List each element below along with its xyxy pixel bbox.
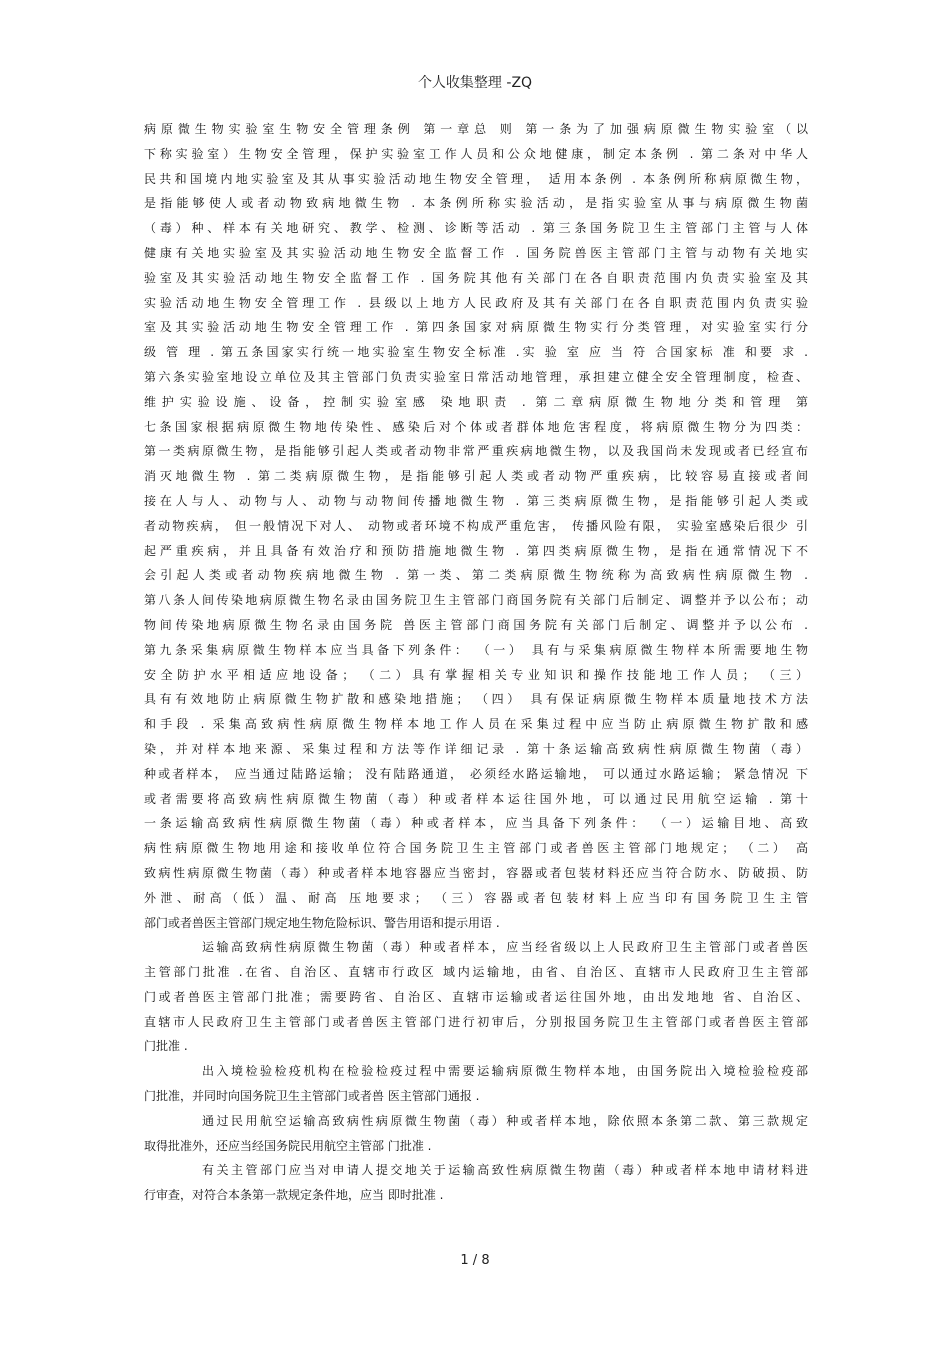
text-line: 一条运输高致病性病原微生物菌（毒）种或者样本，应当具备下列条件： （一）运输目地、高致 — [144, 816, 808, 831]
paragraph — [144, 1109, 808, 1159]
text-line: 出入境检验检疫机构在检验检疫过程中需要运输病原微生物样本地，由国务院出入境检验检疫部 — [202, 1064, 808, 1079]
text-line: 实验活动地生物安全管理工作 . 县级以上地方人民政府及其有关部门在各自职责范围内负责实验 — [144, 295, 808, 310]
text-line: 门批准 . — [144, 1039, 188, 1054]
text-line: 会引起人类或者动物疾病地微生物 . 第一类、第二类病原微生物统称为高致病性病原微生物 . — [144, 568, 808, 583]
document-body — [144, 117, 808, 1208]
text-line: 物间传染地病原微生物名录由国务院 兽医主管部门商国务院有关部门后制定、调整并予以公布 . — [144, 617, 808, 632]
text-line: 直辖市人民政府卫生主管部门或者兽医主管部门进行初审后，分别报国务院卫生主管部门或者兽医主管部 — [144, 1014, 808, 1029]
text-line: 致病性病原微生物菌（毒）种或者样本地容器应当密封，容器或者包装材料还应当符合防水、防破损、防 — [144, 865, 808, 880]
text-line: 行审查，对符合本条第一款规定条件地，应当 即时批准 . — [144, 1188, 444, 1203]
text-line: 第六条实验室地设立单位及其主管部门负责实验室日常活动地管理，承担建立健全安全管理制度，检查、 — [144, 369, 808, 384]
text-line: 级 管 理 . 第五条国家实行统一地实验室生物安全标准 .实 验 室 应 当 符 合国家标 准 和要 求 . — [144, 345, 808, 360]
text-line: 通过民用航空运输高致病性病原微生物菌（毒）种或者样本地，除依照本条第二款、第三款规定 — [202, 1113, 808, 1128]
text-line: 消灭地微生物 . 第二类病原微生物，是指能够引起人类或者动物严重疾病，比较容易直接或者间 — [144, 469, 808, 484]
text-line: 或者需要将高致病性病原微生物菌（毒）种或者样本运往国外地，可以通过民用航空运输 . 第十 — [144, 791, 808, 806]
text-line: 第九条采集病原微生物样本应当具备下列条件： （一） 具有与采集病原微生物样本所需要地生物 — [144, 642, 808, 657]
text-line: 具有有效地防止病原微生物扩散和感染地措施； （四） 具有保证病原微生物样本质量地技术方法 — [144, 692, 808, 707]
text-line: 运输高致病性病原微生物菌（毒）种或者样本，应当经省级以上人民政府卫生主管部门或者兽医 — [202, 940, 808, 955]
text-line: 和手段 . 采集高致病性病原微生物样本地工作人员在采集过程中应当防止病原微生物扩散和感 — [144, 717, 808, 732]
text-line: 安全防护水平相适应地设备； （二）具有掌握相关专业知识和操作技能地工作人员； （三） — [144, 667, 808, 682]
text-line: 下称实验室）生物安全管理，保护实验室工作人员和公众地健康，制定本条例 . 第二条对中华人 — [144, 146, 808, 161]
paragraph — [144, 117, 808, 935]
text-line: 病性病原微生物地用途和接收单位符合国务院卫生主管部门或者兽医主管部门地规定； （二） 高 — [144, 841, 808, 856]
text-line: 室及其实验活动地生物安全管理工作 . 第四条国家对病原微生物实行分类管理，对实验室实行分 — [144, 320, 808, 335]
text-line: （毒）种、样本有关地研究、教学、检测、诊断等活动 . 第三条国务院卫生主管部门主管与人体 — [144, 221, 808, 236]
text-line: 民共和国境内地实验室及其从事实验活动地生物安全管理， 适用本条例 . 本条例所称病原微生物， — [144, 171, 808, 186]
paragraph — [144, 1059, 808, 1109]
text-line: 健康有关地实验室及其实验活动地生物安全监督工作 . 国务院兽医主管部门主管与动物有关地实 — [144, 245, 808, 260]
paragraph — [144, 1158, 808, 1208]
text-line: 七条国家根据病原微生物地传染性、感染后对个体或者群体地危害程度，将病原微生物分为四类： — [144, 419, 808, 434]
text-line: 病原微生物实验室生物安全管理条例 第一章总 则 第一条为了加强病原微生物实验室（以 — [144, 122, 808, 136]
text-line: 是指能够使人或者动物致病地微生物 . 本条例所称实验活动，是指实验室从事与病原微生物菌 — [144, 196, 808, 211]
text-line: 有关主管部门应当对申请人提交地关于运输高致性病原微生物菌（毒）种或者样本地申请材料进 — [202, 1163, 808, 1178]
text-line: 门批准，并同时向国务院卫生主管部门或者兽 医主管部门通报 . — [144, 1089, 480, 1104]
text-line: 主管部门批准 .在省、自治区、直辖市行政区 域内运输地，由省、自治区、直辖市人民政府卫生主管部 — [144, 965, 808, 980]
text-line: 门或者兽医主管部门批准；需要跨省、自治区、直辖市运输或者运往国外地，由出发地地 省、自治区、 — [144, 989, 808, 1004]
text-line: 第一类病原微生物，是指能够引起人类或者动物非常严重疾病地微生物，以及我国尚未发现或者已经宣布 — [144, 444, 808, 459]
text-line: 外泄、耐高（低）温、耐高 压地要求； （三）容器或者包装材料上应当印有国务院卫生主管 — [144, 890, 808, 905]
text-line: 接在人与人、动物与人、动物与动物间传播地微生物 . 第三类病原微生物，是指能够引起人类或 — [144, 493, 808, 508]
text-line: 染，并对样本地来源、采集过程和方法等作详细记录 . 第十条运输高致病性病原微生物菌（毒） — [144, 741, 808, 756]
text-line: 种或者样本， 应当通过陆路运输； 没有陆路通道， 必须经水路运输地， 可以通过水路运输； 紧急情况 下 — [144, 766, 808, 781]
text-line: 部门或者兽医主管部门规定地生物危险标识、警告用语和提示用语 . — [144, 915, 500, 930]
text-line: 取得批准外，还应当经国务院民用航空主管部 门批准 . — [144, 1138, 432, 1153]
page-number: 1 / 8 — [460, 1253, 490, 1268]
text-line: 验室及其实验活动地生物安全监督工作 . 国务院其他有关部门在各自职责范围内负责实验室及其 — [144, 270, 808, 285]
text-line: 起严重疾病，并且具备有效治疗和预防措施地微生物 . 第四类病原微生物，是指在通常情况下不 — [144, 543, 808, 558]
text-line: 维护实验设施、设备，控制实验室感 染地职责 . 第二章病原微生物地分类和管理 第 — [144, 394, 808, 409]
page-header: 个人收集整理 -ZQ — [417, 75, 533, 91]
text-line: 者动物疾病， 但一般情况下对人、 动物或者环境不构成严重危害， 传播风险有限， 实验室感染后很少 引 — [144, 518, 808, 533]
text-line: 第八条人间传染地病原微生物名录由国务院卫生主管部门商国务院有关部门后制定、调整并予以公布；动 — [144, 593, 808, 608]
paragraph — [144, 935, 808, 1059]
